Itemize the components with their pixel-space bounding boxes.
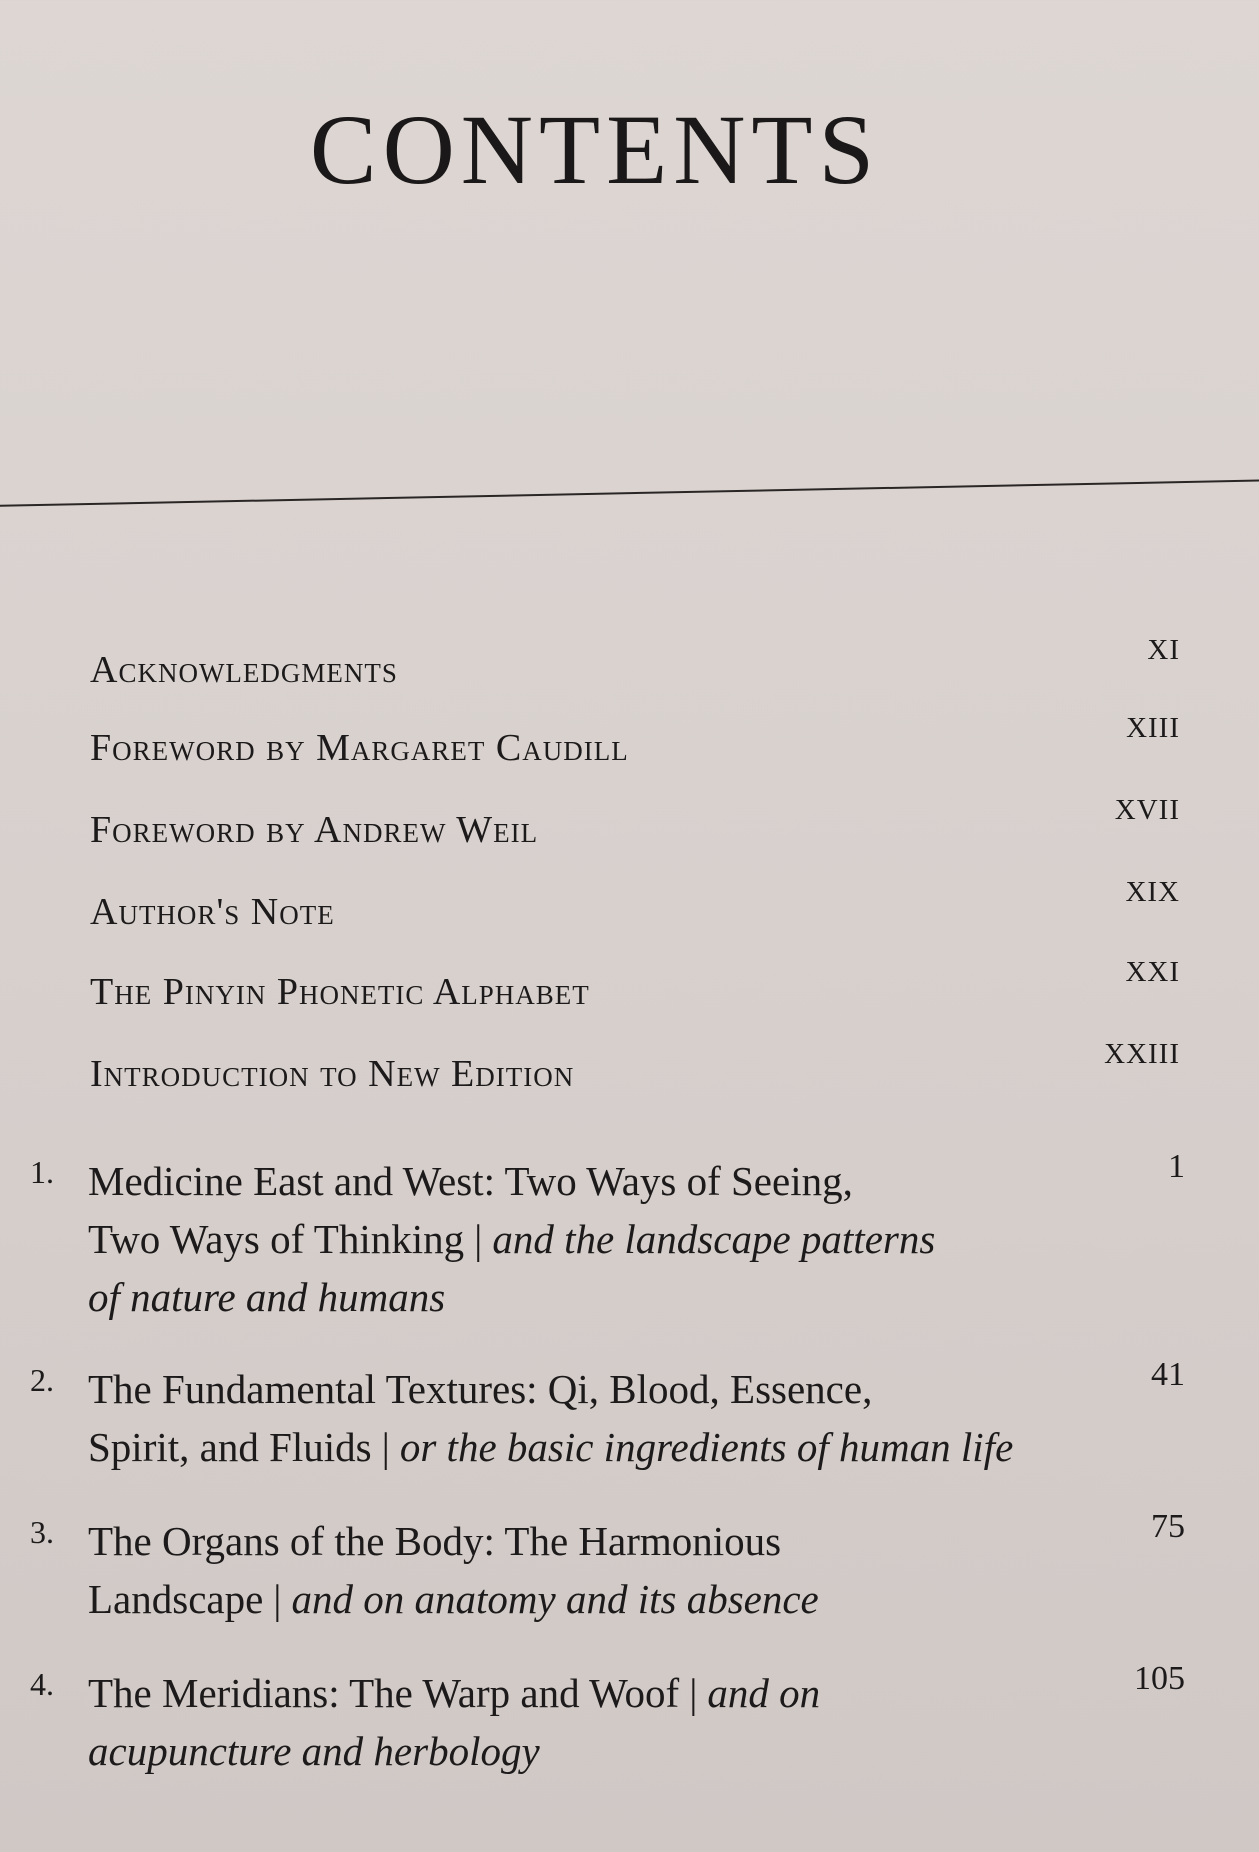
chapter-subtitle: and on anatomy and its absence — [291, 1576, 819, 1622]
chapter-page: 105 — [1134, 1660, 1185, 1697]
chapter-separator: | — [689, 1670, 698, 1716]
chapter-title-line: Medicine East and West: Two Ways of Seeing, — [88, 1158, 853, 1204]
chapter-title-line: The Fundamental Textures: Qi, Blood, Essence, — [88, 1366, 873, 1412]
toc-entry-title: Acknowledgments — [90, 649, 398, 691]
chapter-title-main: Landscape — [88, 1576, 264, 1622]
toc-entry-page: XXI — [1125, 956, 1180, 988]
chapter-title — [88, 1152, 1088, 1326]
chapter-title — [88, 1512, 1088, 1628]
toc-entry-page: XIII — [1126, 712, 1180, 744]
toc-entry-foreword-caudill[interactable] — [90, 712, 1180, 776]
chapter-subtitle: or the basic ingredients of human life — [399, 1424, 1014, 1470]
toc-entry-title: The Pinyin Phonetic Alphabet — [90, 971, 590, 1013]
chapter-title-line: The Organs of the Body: The Harmonious — [88, 1518, 782, 1564]
chapter-page: 41 — [1151, 1356, 1185, 1393]
chapter-title-main: Spirit, and Fluids — [88, 1424, 372, 1470]
chapter-title-line — [88, 1210, 1088, 1268]
toc-entry-introduction[interactable] — [90, 1038, 1180, 1102]
chapter-subtitle: acupuncture and herbology — [88, 1728, 540, 1774]
chapter-title — [88, 1664, 1088, 1780]
toc-entry-title: Introduction to New Edition — [90, 1053, 575, 1095]
toc-entry-page: XIX — [1125, 876, 1180, 908]
chapter-page: 75 — [1151, 1508, 1185, 1545]
chapter-number: 3. — [30, 1514, 54, 1550]
page-title: CONTENTS — [309, 94, 881, 205]
chapter-subtitle: of nature and humans — [88, 1274, 446, 1320]
chapter-separator: | — [474, 1216, 483, 1262]
toc-entry-page: XVII — [1114, 794, 1180, 826]
chapter-number: 2. — [30, 1362, 54, 1398]
chapter-title-main: The Meridians: The Warp and Woof — [88, 1670, 680, 1716]
toc-entry-title: Foreword by Andrew Weil — [90, 809, 539, 851]
toc-entry-title: Author's Note — [90, 891, 335, 933]
toc-entry-page: XXIII — [1104, 1038, 1180, 1070]
chapter-subtitle: and on — [707, 1670, 821, 1716]
chapter-title-line — [88, 1418, 1088, 1476]
toc-entry-title: Foreword by Margaret Caudill — [90, 727, 629, 769]
toc-entry-authors-note[interactable] — [90, 876, 1180, 940]
chapter-separator: | — [273, 1576, 282, 1622]
toc-entry-page: XI — [1147, 634, 1180, 666]
chapter-title-line — [88, 1664, 1088, 1722]
chapter-number: 1. — [30, 1154, 54, 1190]
chapter-subtitle: and the landscape patterns — [492, 1216, 936, 1262]
chapter-title-line — [88, 1570, 1088, 1628]
chapter-page: 1 — [1168, 1148, 1185, 1185]
toc-entry-acknowledgments[interactable] — [90, 634, 1180, 698]
chapter-title-main: Two Ways of Thinking — [88, 1216, 465, 1262]
chapter-number: 4. — [30, 1666, 54, 1702]
toc-entry-pinyin-alphabet[interactable] — [90, 956, 1180, 1020]
chapter-title — [88, 1360, 1088, 1476]
toc-entry-foreword-weil[interactable] — [90, 794, 1180, 858]
chapter-separator: | — [381, 1424, 390, 1470]
divider-rule — [0, 479, 1259, 507]
